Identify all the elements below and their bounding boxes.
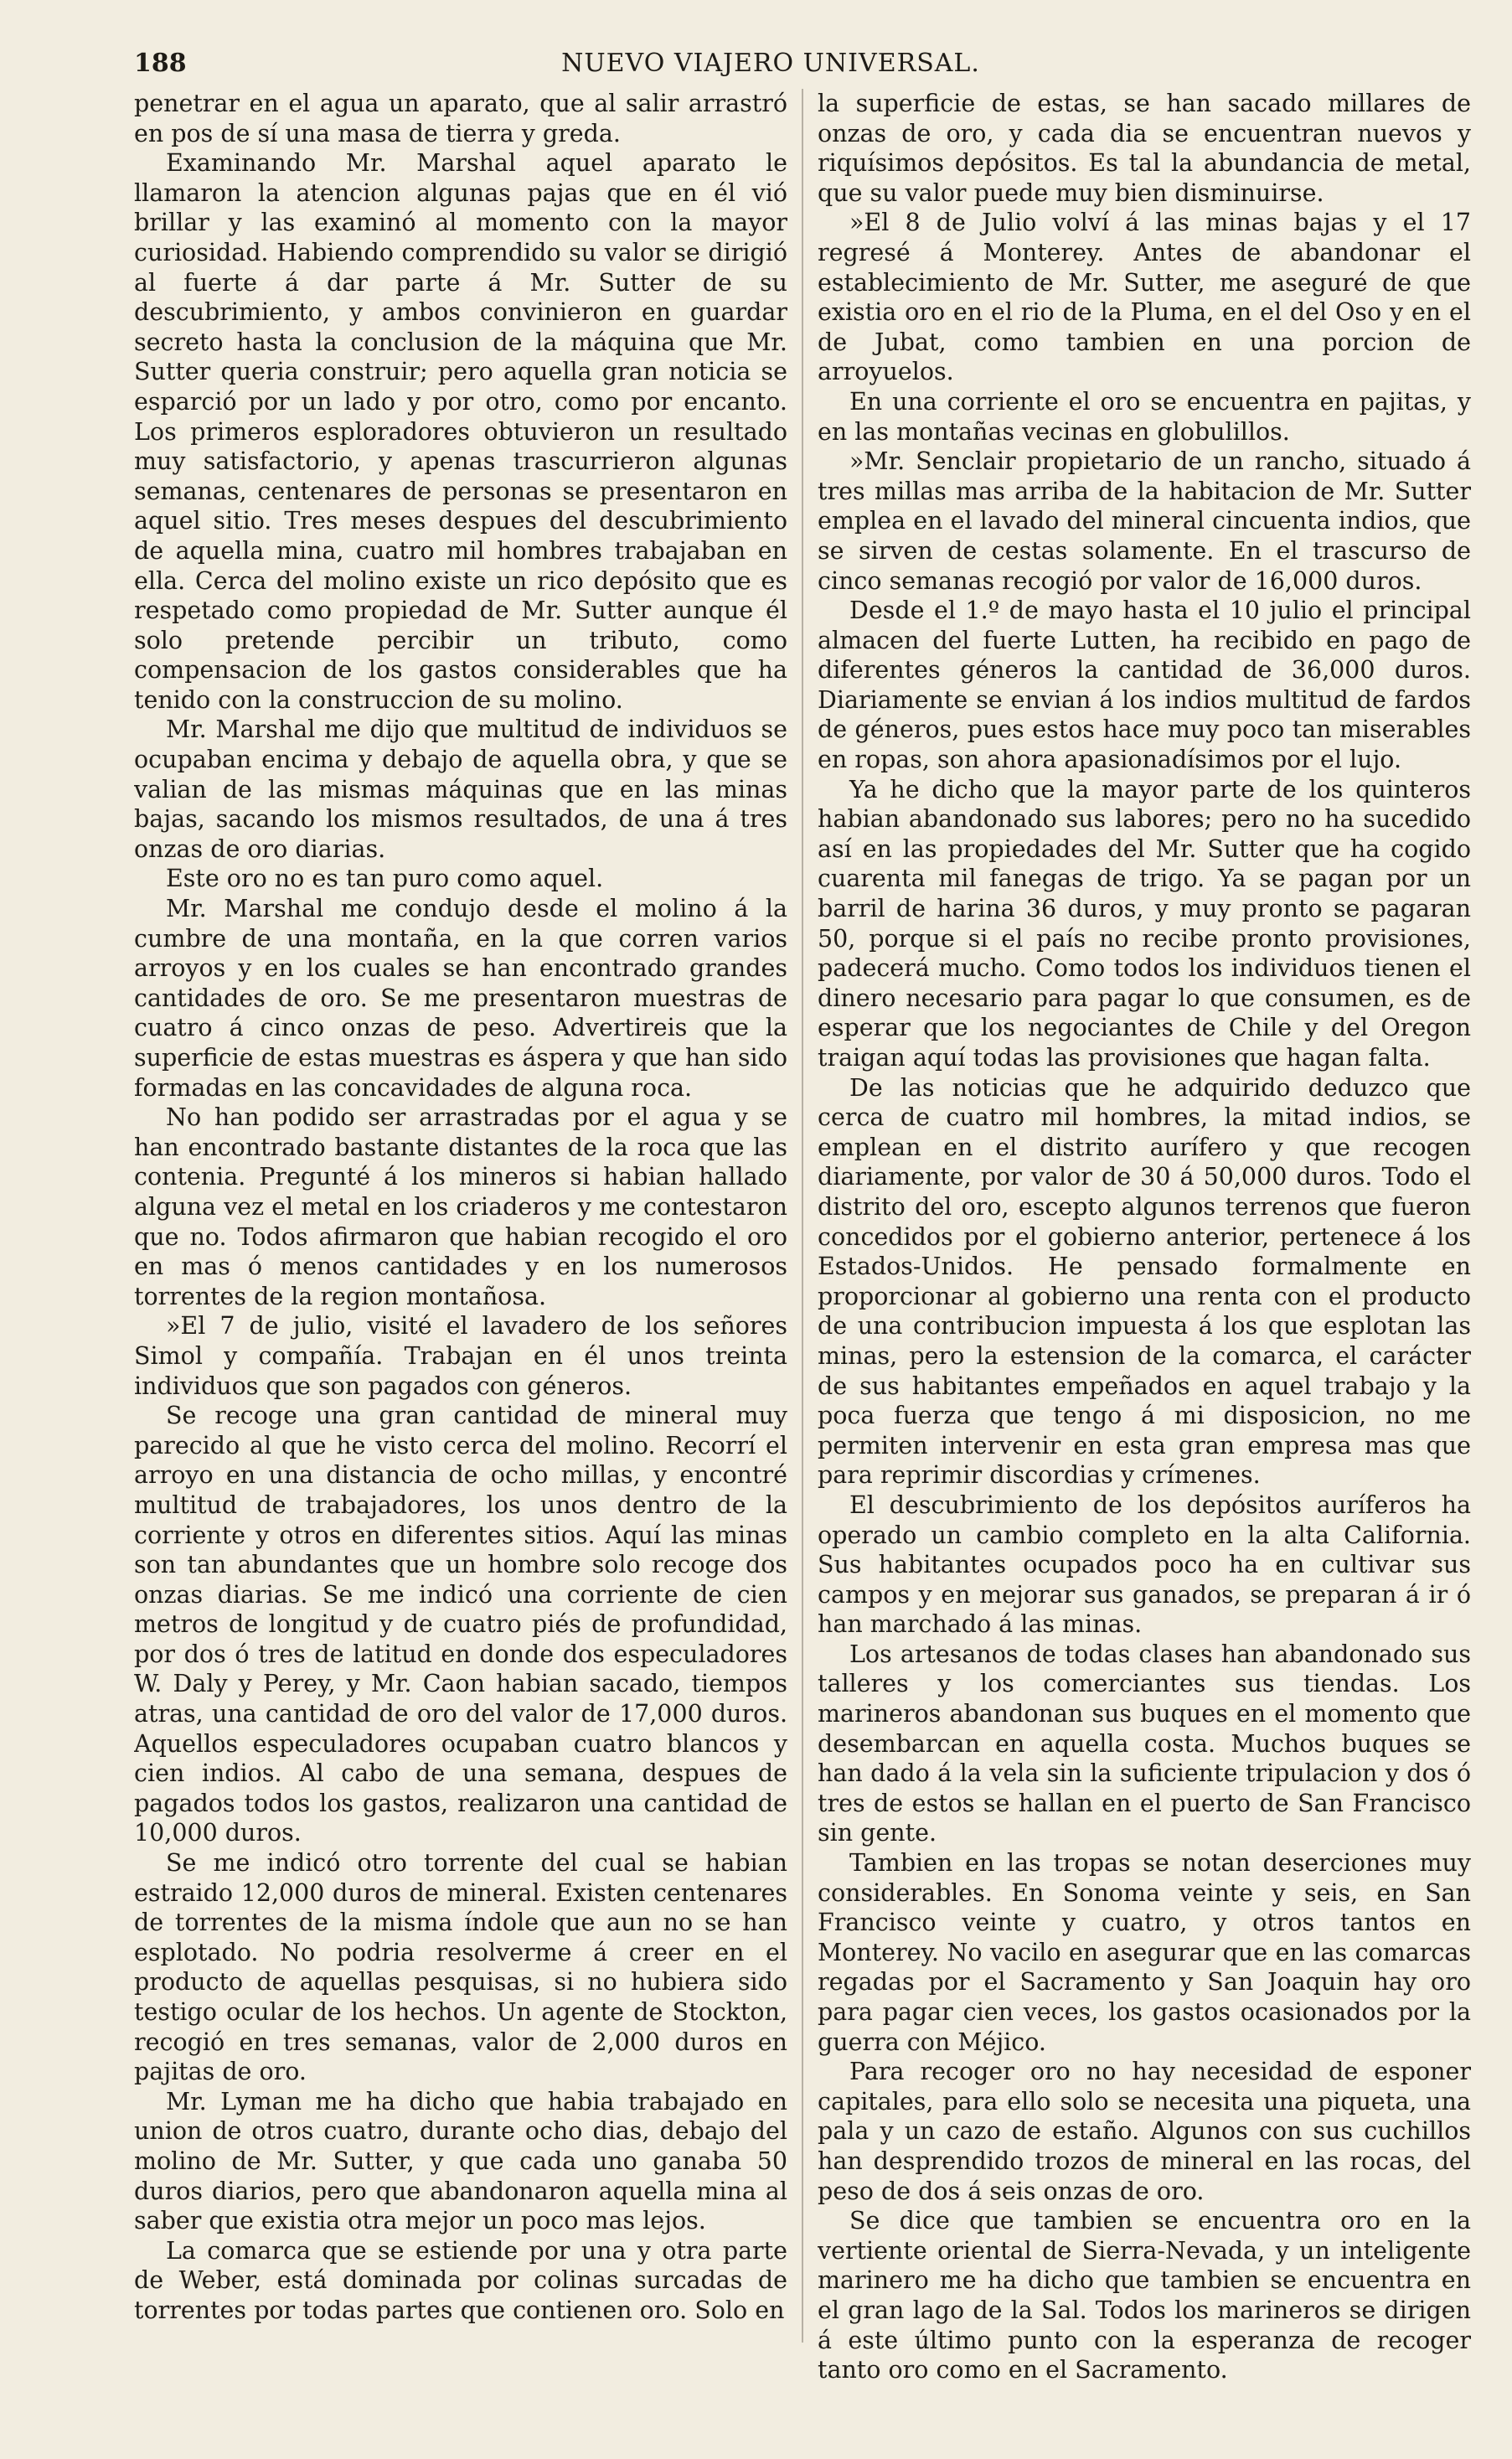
paragraph: El descubrimiento de los depósitos auríferos ha operado un cambio completo en la alta California. Sus habitantes ocupados poco ha en cultivar sus campos y en mejorar sus ganados, se preparan á ir ó han marchado á las minas. [818, 1490, 1471, 1639]
paragraph: »El 8 de Julio volví á las minas bajas y el 17 regresé á Monterey. Antes de abandonar el establecimiento de Mr. Sutter, me aseguré de que existia oro en el rio de la Pluma, en el del Oso y en el de Jubat, como tambien en una porcion de arroyuelos. [818, 209, 1471, 386]
paragraph: Tambien en las tropas se notan deserciones muy considerables. En Sonoma veinte y seis, en San Francisco veinte y cuatro, y otros tantos en Monterey. No vacilo en asegurar que en las comarcas regadas por el Sacramento y San Joaquin hay oro para pagar cien veces, los gastos ocasionados por la guerra con Méjico. [818, 1849, 1471, 2056]
paragraph: En una corriente el oro se encuentra en pajitas, y en las montañas vecinas en globulillos. [818, 387, 1471, 446]
page-number: 188 [134, 49, 187, 78]
paragraph: Se recoge una gran cantidad de mineral muy parecido al que he visto cerca del molino. Recorrí el arroyo en una distancia de ocho millas, y encontré multitud de trabajadores, los unos dentro de la corriente y otros en diferentes sitios. Aquí las minas son tan abundantes que un hombre solo recoge dos onzas diarias. Se me indicó una corriente de cien metros de longitud y de cuatro piés de profundidad, por dos ó tres de latitud en donde dos especuladores W. Daly y Perey, y Mr. Caon habian sacado, tiempos atras, una cantidad de oro del valor de 17,000 duros. Aquellos especuladores ocupaban cuatro blancos y cien indios. Al cabo de una semana, despues de pagados todos los gastos, realizaron una cantidad de 10,000 duros. [134, 1402, 787, 1847]
paragraph: No han podido ser arrastradas por el agua y se han encontrado bastante distantes de la roca que las contenia. Pregunté á los mineros si habian hallado alguna vez el metal en los criaderos y me contestaron que no. Todos afirmaron que habian recogido el oro en mas ó menos cantidades y en los numerosos torrentes de la region montañosa. [134, 1103, 787, 1310]
paragraph: Se me indicó otro torrente del cual se habian estraido 12,000 duros de mineral. Existen centenares de torrentes de la misma índole que aun no se han esplotado. No podria resolverme á creer en el producto de aquellas pesquisas, si no hubiera sido testigo ocular de los hechos. Un agente de Stockton, recogió en tres semanas, valor de 2,000 duros en pajitas de oro. [134, 1849, 787, 2086]
paragraph: Para recoger oro no hay necesidad de esponer capitales, para ello solo se necesita una piqueta, una pala y un cazo de estaño. Algunos con sus cuchillos han desprendido trozos de mineral en las rocas, del peso de dos á seis onzas de oro. [818, 2058, 1471, 2205]
left-column [134, 89, 787, 2435]
paragraph: Ya he dicho que la mayor parte de los quinteros habian abandonado sus labores; pero no ha sucedido así en las propiedades del Mr. Sutter que ha cogido cuarenta mil fanegas de trigo. Ya se pagan por un barril de harina 36 duros, y muy pronto se pagaran 50, porque si el país no recibe pronto provisiones, padecerá mucho. Como todos los individuos tienen el dinero necesario para pagar lo que consumen, es de esperar que los negociantes de Chile y del Oregon traigan aquí todas las provisiones que hagan falta. [818, 775, 1471, 1072]
paragraph: Desde el 1.º de mayo hasta el 10 julio el principal almacen del fuerte Lutten, ha recibido en pago de diferentes géneros la cantidad de 36,000 duros. Diariamente se envian á los indios multitud de fardos de géneros, pues estos hace muy poco tan miserables en ropas, son ahora apasionadísimos por el lujo. [818, 597, 1471, 774]
paragraph: »El 7 de julio, visité el lavadero de los señores Simol y compañía. Trabajan en él unos treinta individuos que son pagados con géneros. [134, 1312, 787, 1400]
paragraph: La comarca que se estiende por una y otra parte de Weber, está dominada por colinas surcadas de torrentes por todas partes que contienen oro. Solo en [134, 2236, 787, 2324]
paragraph: Mr. Lyman me ha dicho que habia trabajado en union de otros cuatro, durante ocho dias, debajo del molino de Mr. Sutter, y que cada uno ganaba 50 duros diarios, pero que abandonaron aquella mina al saber que existia otra mejor un poco mas lejos. [134, 2087, 787, 2235]
column-divider [802, 89, 803, 2343]
paragraph: Los artesanos de todas clases han abandonado sus talleres y los comerciantes sus tiendas. Los marineros abandonan sus buques en el momento que desembarcan en aquella costa. Muchos buques se han dado á la vela sin la suficiente tripulacion y dos ó tres de estos se hallan en el puerto de San Francisco sin gente. [818, 1640, 1471, 1847]
running-title: NUEVO VIAJERO UNIVERSAL. [561, 49, 980, 78]
right-column [818, 89, 1471, 2435]
page-header [134, 49, 1407, 85]
paragraph: Mr. Marshal me condujo desde el molino á la cumbre de una montaña, en la que corren varios arroyos y en los cuales se han encontrado grandes cantidades de oro. Se me presentaron muestras de cuatro á cinco onzas de peso. Advertireis que la superficie de estas muestras es áspera y que han sido formadas en las concavidades de alguna roca. [134, 895, 787, 1102]
paragraph: Se dice que tambien se encuentra oro en la vertiente oriental de Sierra-Nevada, y un inteligente marinero me ha dicho que tambien se encuentra en el gran lago de la Sal. Todos los marineros se dirigen á este último punto con la esperanza de recoger tanto oro como en el Sacramento. [818, 2207, 1471, 2384]
paragraph: Mr. Marshal me dijo que multitud de individuos se ocupaban encima y debajo de aquella obra, y que se valian de las mismas máquinas que en las minas bajas, sacando los mismos resultados, de una á tres onzas de oro diarias. [134, 715, 787, 863]
paragraph: De las noticias que he adquirido deduzco que cerca de cuatro mil hombres, la mitad indios, se emplean en el distrito aurífero y que recogen diariamente, por valor de 30 á 50,000 duros. Todo el distrito del oro, escepto algunos terrenos que fueron concedidos por el gobierno anterior, pertenece á los Estados-Unidos. He pensado formalmente en proporcionar al gobierno una renta con el producto de una contribucion impuesta á los que esplotan las minas, pero la estension de la comarca, el carácter de sus habitantes empeñados en aquel trabajo y la poca fuerza que tengo á mi disposicion, no me permiten intervenir en esta gran empresa mas que para reprimir discordias y crímenes. [818, 1073, 1471, 1490]
paragraph: penetrar en el agua un aparato, que al salir arrastró en pos de sí una masa de tierra y greda. [134, 90, 787, 147]
paragraph: la superficie de estas, se han sacado millares de onzas de oro, y cada dia se encuentran nuevos y riquísimos depósitos. Es tal la abundancia de metal, que su valor puede muy bien disminuirse. [818, 90, 1471, 207]
paragraph: Este oro no es tan puro como aquel. [166, 865, 604, 893]
paragraph: Examinando Mr. Marshal aquel aparato le llamaron la atencion algunas pajas que en él vió brillar y las examinó al momento con la mayor curiosidad. Habiendo comprendido su valor se dirigió al fuerte á dar parte á Mr. Sutter de su descubrimiento, y ambos convinieron en guardar secreto hasta la conclusion de la máquina que Mr. Sutter queria construir; pero aquella gran noticia se esparció por un lado y por otro, como por encanto. Los primeros esploradores obtuvieron un resultado muy satisfactorio, y apenas trascurrieron algunas semanas, centenares de personas se presentaron en aquel sitio. Tres meses despues del descubrimiento de aquella mina, cuatro mil hombres trabajaban en ella. Cerca del molino existe un rico depósito que es respetado como propiedad de Mr. Sutter aunque él solo pretende percibir un tributo, como compensacion de los gastos considerables que ha tenido con la construccion de su molino. [134, 149, 787, 714]
paragraph: »Mr. Senclair propietario de un rancho, situado á tres millas mas arriba de la habitacion de Mr. Sutter emplea en el lavado del mineral cincuenta indios, que se sirven de cestas solamente. En el trascurso de cinco semanas recogió por valor de 16,000 duros. [818, 447, 1471, 595]
